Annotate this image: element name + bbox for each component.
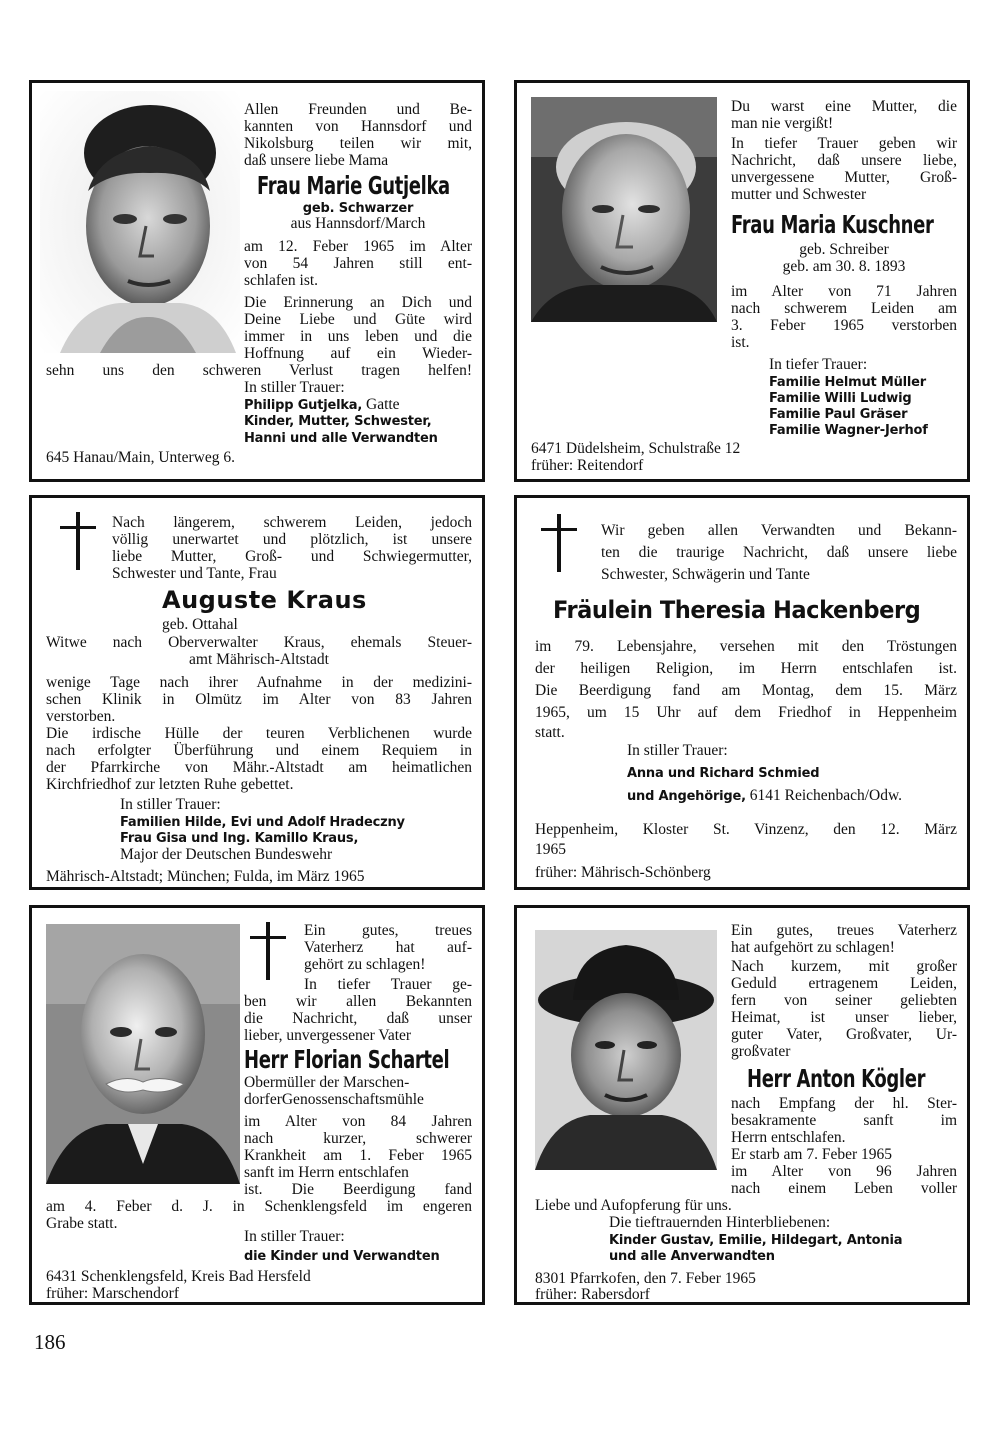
footer-line: 6431 Schenklengsfeld, Kreis Bad Hersfeld xyxy=(46,1268,311,1285)
body-line: 1965, um 15 Uhr auf dem Friedhof in Heppenheim xyxy=(535,704,957,721)
address: 645 Hanau/Main, Unterweg 6. xyxy=(46,449,235,466)
death-line: im Alter von 71 Jahren xyxy=(731,283,957,300)
page-number: 186 xyxy=(34,1330,66,1354)
body-line: nach Empfang der hl. Ster- xyxy=(731,1095,957,1112)
intro-line: Nikolsburg teilen wir mit, xyxy=(244,135,472,152)
mourner-line xyxy=(244,396,400,414)
portrait-photo xyxy=(531,97,717,322)
body-line: Die Beerdigung fand am Montag, dem 15. März xyxy=(535,682,957,699)
obituary-theresia-hackenberg xyxy=(514,495,970,890)
obituary-marie-gutjelka xyxy=(29,80,485,482)
maiden-name: geb. Schwarzer xyxy=(302,201,414,216)
former-home: früher: Reitendorf xyxy=(531,457,644,474)
date-line: schlafen ist. xyxy=(244,272,319,289)
body-line: Liebe und Aufopferung für uns. xyxy=(535,1197,732,1214)
mourner-line: und alle Anverwandten xyxy=(609,1249,775,1264)
intro-line: In tiefer Trauer geben wir xyxy=(731,135,957,152)
memory-line: sehn uns den schweren Verlust tragen helfen! xyxy=(46,362,472,379)
body-line: nach kurzer, schwerer xyxy=(244,1130,472,1147)
intro-line: Wir geben allen Verwandten und Bekann- xyxy=(601,522,957,539)
memory-line: Hoffnung auf ein Wieder- xyxy=(244,345,472,362)
intro-line: daß unsere liebe Mama xyxy=(244,152,389,169)
footer-line: 8301 Pfarrkofen, den 7. Feber 1965 xyxy=(535,1270,756,1287)
obituary-anton-koegler xyxy=(514,905,970,1305)
mourner-line: Kinder, Mutter, Schwester, xyxy=(244,414,432,429)
deceased-name: Fräulein Theresia Hackenberg xyxy=(553,596,921,624)
mourner-line: Anna und Richard Schmied xyxy=(627,766,820,781)
mourning-heading: Die tieftrauernden Hinterbliebenen: xyxy=(609,1214,831,1231)
memory-line: immer in uns leben und die xyxy=(244,328,472,345)
mourner-line: Frau Gisa und Ing. Kamillo Kraus, xyxy=(120,831,359,846)
footer-line: früher: Mährisch-Schönberg xyxy=(535,864,711,881)
date-line: am 12. Feber 1965 im Alter xyxy=(244,238,472,255)
intro-line: liebe Mutter, Groß- und Schwiegermutter, xyxy=(112,548,472,565)
death-line: nach schwerem Leiden am xyxy=(731,300,957,317)
footer-line: früher: Rabersdorf xyxy=(535,1286,650,1303)
origin: aus Hannsdorf/March xyxy=(290,215,426,232)
intro-line: Heimat, ist unser lieber, xyxy=(731,1009,957,1026)
intro-line: In tiefer Trauer ge- xyxy=(304,976,472,993)
intro-line: unvergessene Mutter, Groß- xyxy=(731,169,957,186)
intro-line: hat aufgehört zu schlagen! xyxy=(731,939,895,956)
cross-icon xyxy=(541,514,577,572)
deceased-name: Herr Anton Kögler xyxy=(747,1064,926,1093)
mourner-line: Hanni und alle Verwandten xyxy=(244,431,438,446)
intro-line: kannten von Hannsdorf und xyxy=(244,118,472,135)
military-rank: Major der Deutschen Bundeswehr xyxy=(120,846,333,863)
footer-line: früher: Marschendorf xyxy=(46,1285,179,1302)
obituary-florian-schartel xyxy=(29,905,485,1305)
maiden-name: geb. Ottahal xyxy=(162,616,238,633)
body-line: Kirchfriedhof zur letzten Ruhe gebettet. xyxy=(46,776,294,793)
body-line: Krankheit am 1. Feber 1965 xyxy=(244,1147,472,1164)
portrait-photo xyxy=(535,930,717,1170)
mourner-line: Kinder Gustav, Emilie, Hildegart, Antonia xyxy=(609,1233,903,1248)
death-line: ist. xyxy=(731,334,750,351)
body-line: der heiligen Religion, im Herrn entschlafen ist. xyxy=(535,660,957,677)
intro-line: Schwester, Schwägerin und Tante xyxy=(601,566,810,583)
intro-line: mutter und Schwester xyxy=(731,186,867,203)
death-line: 3. Feber 1965 verstorben xyxy=(731,317,957,334)
deceased-name: Herr Florian Schartel xyxy=(244,1045,450,1074)
obituary-auguste-kraus xyxy=(29,495,485,890)
intro-line: großvater xyxy=(731,1043,791,1060)
mourning-heading: In stiller Trauer: xyxy=(244,1228,345,1245)
mourner-place: 6141 Reichenbach/Odw. xyxy=(745,787,903,804)
family-line: Familie Wagner-Jerhof xyxy=(769,423,928,438)
intro-line: völlig unerwartet und plötzlich, ist unsere xyxy=(112,531,472,548)
intro-line: ten die traurige Nachricht, daß unsere liebe xyxy=(601,544,957,561)
body-line: Herrn entschlafen. xyxy=(731,1129,846,1146)
mourner-role: Gatte xyxy=(362,396,400,413)
intro-line: Geduld ertragenem Leiden, xyxy=(731,975,957,992)
widow-line: Witwe nach Oberverwalter Kraus, ehemals Steuer- xyxy=(46,634,472,651)
cross-icon xyxy=(60,512,96,570)
intro-line: man nie vergißt! xyxy=(731,115,834,132)
body-line: Die irdische Hülle der teuren Verblichenen wurde xyxy=(46,725,472,742)
body-line: ist. Die Beerdigung fand xyxy=(244,1181,472,1198)
body-line: Er starb am 7. Feber 1965 xyxy=(731,1146,892,1163)
body-line: schen Klinik in Olmütz im Alter von 83 Jahren xyxy=(46,691,472,708)
intro-line: Vaterherz hat auf- xyxy=(304,939,472,956)
footer-line: Heppenheim, Kloster St. Vinzenz, den 12. März xyxy=(535,821,957,838)
mourner-line: Familien Hilde, Evi und Adolf Hradeczny xyxy=(120,815,405,830)
mourning-heading: In tiefer Trauer: xyxy=(769,356,868,373)
family-line: Familie Paul Gräser xyxy=(769,407,908,422)
memory-line: Die Erinnerung an Dich und xyxy=(244,294,472,311)
intro-line: gehört zu schlagen! xyxy=(304,956,426,973)
cross-icon xyxy=(250,922,286,980)
body-line: am 4. Feber d. J. in Schenklengsfeld im engeren xyxy=(46,1198,472,1215)
mourner-name: Philipp Gutjelka, xyxy=(244,398,363,413)
intro-line: Schwester und Tante, Frau xyxy=(112,565,277,582)
family-line: Familie Helmut Müller xyxy=(769,375,926,390)
body-line: im Alter von 84 Jahren xyxy=(244,1113,472,1130)
intro-line: ben wir allen Bekannten xyxy=(244,993,472,1010)
intro-line: Ein gutes, treues Vaterherz xyxy=(731,922,957,939)
body-line: verstorben. xyxy=(46,708,116,725)
intro-line: die Nachricht, daß unser xyxy=(244,1010,472,1027)
intro-line: Allen Freunden und Be- xyxy=(244,101,472,118)
intro-line: fern von seiner geliebten xyxy=(731,992,957,1009)
obituary-maria-kuschner xyxy=(514,80,970,482)
intro-line: Nach längerem, schwerem Leiden, jedoch xyxy=(112,514,472,531)
body-line: Grabe statt. xyxy=(46,1215,118,1232)
title-line: dorferGenossenschaftsmühle xyxy=(244,1091,424,1108)
intro-line: Nachricht, daß unsere liebe, xyxy=(731,152,957,169)
intro-line: guter Vater, Großvater, Ur- xyxy=(731,1026,957,1043)
body-line: besakramente sanft im xyxy=(731,1112,957,1129)
intro-line: Nach kurzem, mit großer xyxy=(731,958,957,975)
body-line: im 79. Lebensjahre, versehen mit den Tröstungen xyxy=(535,638,957,655)
widow-line: amt Mährisch-Altstadt xyxy=(189,651,329,668)
deceased-name: Frau Marie Gutjelka xyxy=(257,171,450,200)
mourner-name: und Angehörige, xyxy=(627,789,746,804)
body-line: nach einem Leben voller xyxy=(731,1180,957,1197)
date-line: von 54 Jahren still ent- xyxy=(244,255,472,272)
mourner-line xyxy=(627,787,902,805)
title-line: Obermüller der Marschen- xyxy=(244,1074,410,1091)
mourning-heading: In stiller Trauer: xyxy=(120,796,221,813)
deceased-name: Auguste Kraus xyxy=(162,586,367,614)
memory-line: Deine Liebe und Güte wird xyxy=(244,311,472,328)
mourner-line: die Kinder und Verwandten xyxy=(244,1249,440,1264)
portrait-photo xyxy=(40,91,240,353)
body-line: im Alter von 96 Jahren xyxy=(731,1163,957,1180)
body-line: nach erfolgter Überführung und einem Requiem in xyxy=(46,742,472,759)
body-line: sanft im Herrn entschlafen xyxy=(244,1164,409,1181)
body-line: der Pfarrkirche von Mähr.-Altstadt am heimatlichen xyxy=(46,759,472,776)
intro-line: Ein gutes, treues xyxy=(304,922,472,939)
body-line: statt. xyxy=(535,724,565,741)
birth-date: geb. am 30. 8. 1893 xyxy=(782,258,906,275)
place-date: Mährisch-Altstadt; München; Fulda, im März 1965 xyxy=(46,868,365,885)
deceased-name: Frau Maria Kuschner xyxy=(731,210,934,239)
intro-line: Du warst eine Mutter, die xyxy=(731,98,957,115)
portrait-photo xyxy=(46,924,240,1184)
body-line: wenige Tage nach ihrer Aufnahme in der medizini- xyxy=(46,674,472,691)
maiden-name: geb. Schreiber xyxy=(799,241,889,258)
address: 6471 Düdelsheim, Schulstraße 12 xyxy=(531,440,741,457)
mourning-heading: In stiller Trauer: xyxy=(627,742,728,759)
family-line: Familie Willi Ludwig xyxy=(769,391,912,406)
footer-line: 1965 xyxy=(535,841,566,858)
mourning-heading: In stiller Trauer: xyxy=(244,379,345,396)
intro-line: lieber, unvergessener Vater xyxy=(244,1027,412,1044)
